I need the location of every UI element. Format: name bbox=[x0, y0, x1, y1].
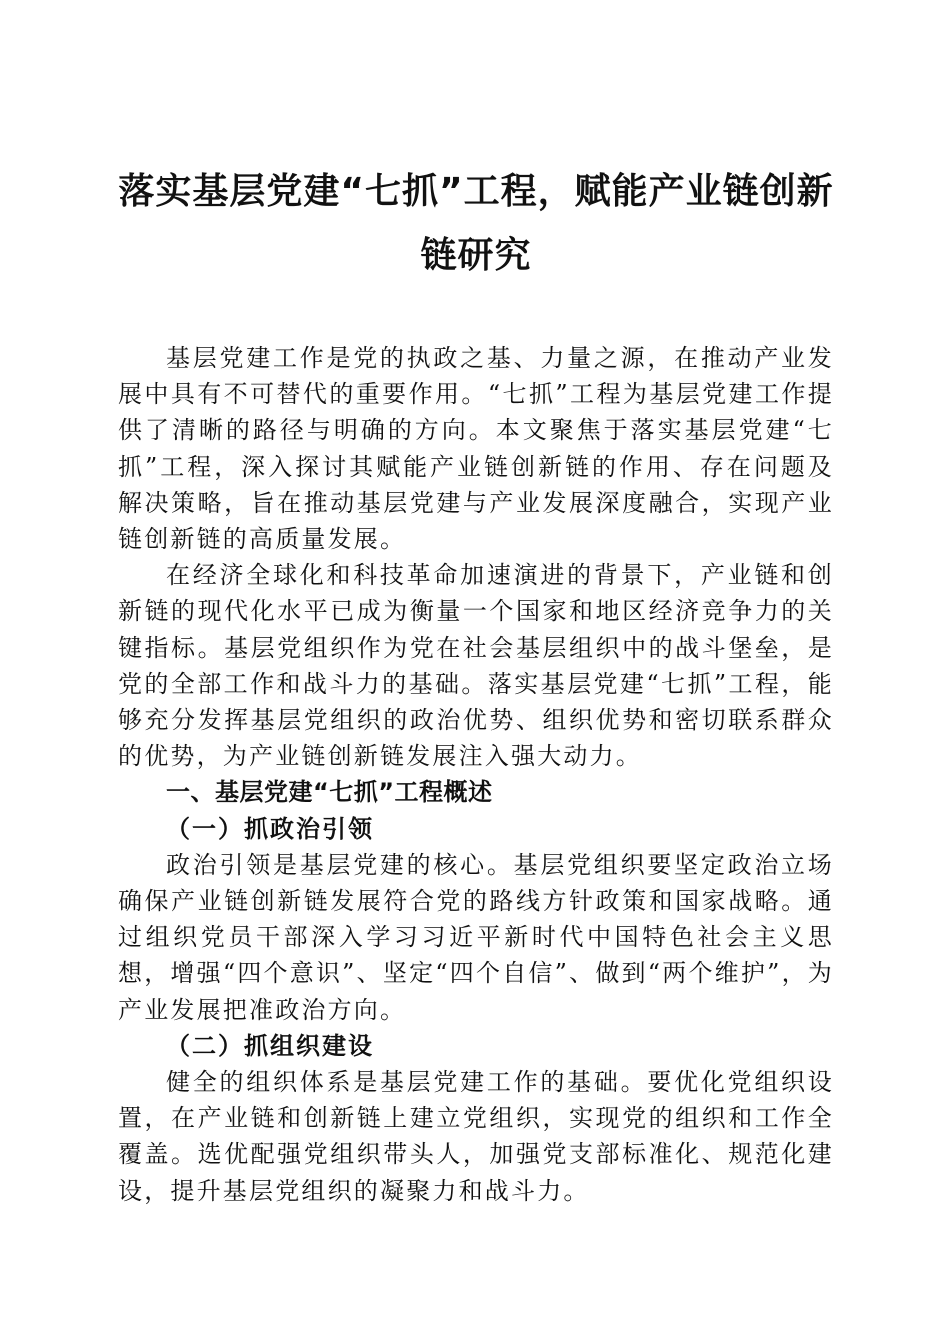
title-spacing bbox=[118, 288, 834, 340]
subsection-2-heading: （二）抓组织建设 bbox=[166, 1030, 374, 1060]
section-1-heading: 一、基层党建“七抓”工程概述 bbox=[166, 778, 493, 807]
subsection-2-text: 健全的组织体系是基层党建工作的基础。要优化党组织设置，在产业链和创新链上建立党组织，实现党的组织和工作全覆盖。选优配强党组织带头人，加强党支部标准化、规范化建设，提升基层党组织的凝聚力和战斗力。 bbox=[118, 1068, 834, 1205]
intro-paragraph: 基层党建工作是党的执政之基、力量之源，在推动产业发展中具有不可替代的重要作用。“七抓”工程为基层党建工作提供了清晰的路径与明确的方向。本文聚焦于落实基层党建“七抓”工程，深入探讨其赋能产业链创新链的作用、存在问题及解决策略，旨在推动基层党建与产业发展深度融合，实现产业链创新链的高质量发展。 bbox=[118, 344, 834, 554]
subsection-1-text: 政治引领是基层党建的核心。基层党组织要坚定政治立场确保产业链创新链发展符合党的路线方针政策和国家战略。通过组织党员干部深入学习习近平新时代中国特色社会主义思想，增强“四个意识”、坚定“四个自信”、做到“两个维护”，为产业发展把准政治方向。 bbox=[118, 850, 834, 1024]
title-line-2: 链研究 bbox=[420, 235, 532, 276]
subsection-1-heading: （一）抓政治引领 bbox=[166, 813, 374, 843]
background-paragraph: 在经济全球化和科技革命加速演进的背景下，产业链和创新链的现代化水平已成为衡量一个国家和地区经济竞争力的关键指标。基层党组织作为党在社会基层组织中的战斗堡垒，是党的全部工作和战斗力的基础。落实基层党建“七抓”工程，能够充分发挥基层党组织的政治优势、组织优势和密切联系群众的优势，为产业链创新链发展注入强大动力。 bbox=[118, 561, 834, 771]
title-line-1: 落实基层党建“七抓”工程，赋能产业链创新 bbox=[118, 171, 834, 212]
document-title bbox=[118, 160, 834, 288]
document-page bbox=[118, 160, 834, 1209]
